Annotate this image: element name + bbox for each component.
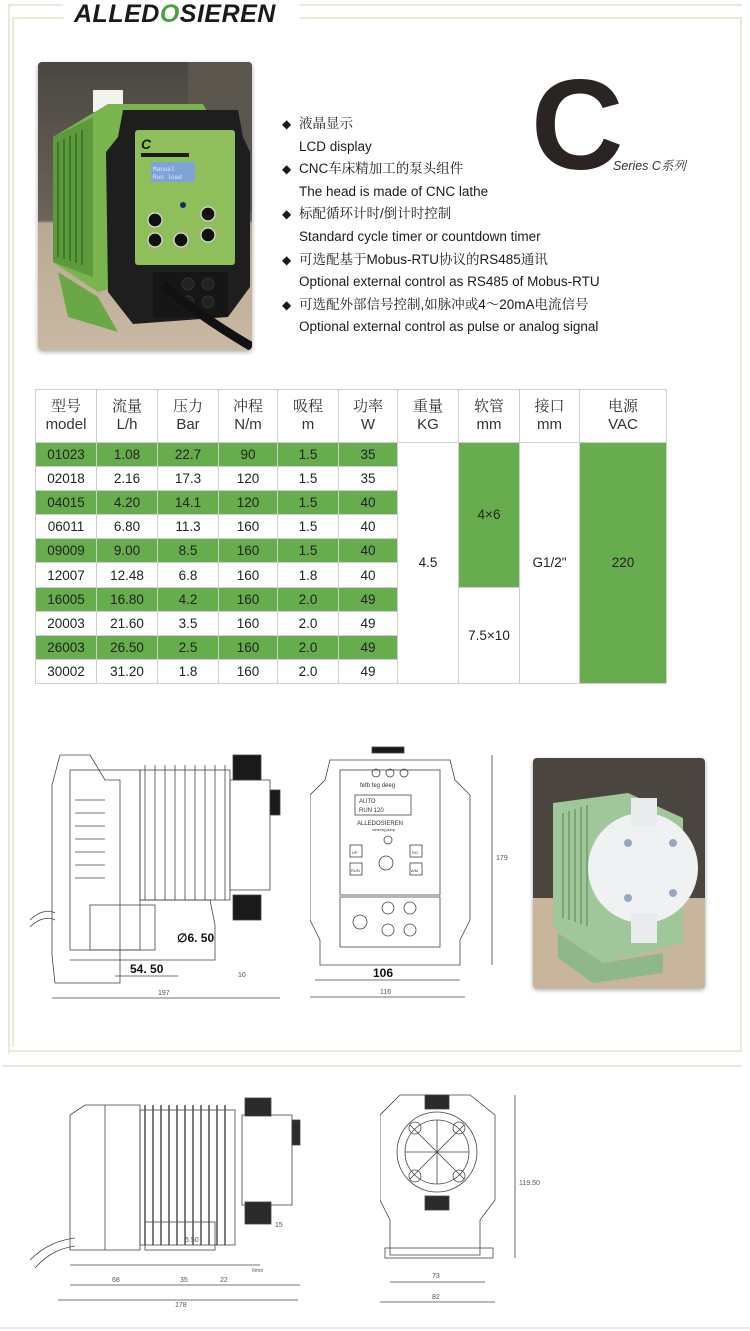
- cell-hose-small: 4×6: [459, 443, 520, 588]
- dim-119-50: 119.50: [519, 1180, 540, 1187]
- dim-15: 15: [275, 1222, 283, 1229]
- feature-zh: 标配循环计时/倒计时控制: [299, 206, 452, 222]
- table-header-row: [36, 390, 667, 443]
- feature-en: LCD display: [299, 138, 372, 154]
- technical-drawing-front-1: [310, 745, 510, 1005]
- brand-prefix: ALLED: [74, 0, 160, 28]
- technical-drawing-front-2: [380, 1090, 540, 1310]
- header-flow: 流量 L/h: [97, 390, 158, 443]
- table-row: 02018 2.16 17.3 120 1.5 35: [36, 467, 667, 491]
- table-row: 26003 26.50 2.5 160 2.0 49: [36, 635, 667, 659]
- cell-port: G1/2": [520, 443, 580, 684]
- feature-item: [282, 203, 600, 248]
- cell-voltage: 220: [580, 443, 667, 684]
- dim-35: 35: [180, 1277, 188, 1284]
- panel-logo-text: C: [141, 136, 152, 152]
- series-letter: C: [531, 54, 620, 197]
- series-label: Series C系列: [613, 159, 686, 173]
- feature-zh: 液晶显示: [299, 116, 353, 131]
- product-photo-side: [533, 758, 705, 988]
- lcd-line-2-drawing: RUN 120: [359, 808, 384, 814]
- frame-left-line-2: [12, 17, 14, 1047]
- header-model: 型号 model: [36, 390, 97, 443]
- header-weight: 重量 KG: [398, 390, 459, 443]
- led-labels: fefb feg deeg: [360, 783, 396, 789]
- header-power-w: 功率 W: [339, 390, 398, 443]
- dim-hole-spacing: 54. 50: [130, 962, 164, 976]
- dim-total-length: 197: [158, 990, 170, 997]
- feature-item: [282, 294, 600, 339]
- frame-top-line-right: [300, 4, 742, 6]
- spec-table: [35, 389, 667, 684]
- feature-en: The head is made of CNC lathe: [299, 183, 489, 199]
- dim-hole-diameter: ∅6. 50: [177, 931, 215, 945]
- feature-zh: CNC车床精加工的泵头组件: [299, 161, 464, 177]
- frame-top-line-left: [8, 4, 63, 6]
- btn-am-label: A/M: [411, 868, 419, 873]
- table-row: 09009 9.00 8.5 160 1.5 40: [36, 539, 667, 563]
- feature-zh: 可选配外部信号控制,如脉冲或4～20mA电流信号: [299, 296, 589, 312]
- feature-item: [282, 158, 600, 203]
- dim-base-height: 10: [238, 972, 246, 979]
- table-row: 16005 16.80 4.2 160 2.0 49 7.5×10: [36, 587, 667, 611]
- pump-front-illustration: [38, 62, 252, 350]
- frame-top-line-left-2: [12, 17, 64, 19]
- table-row: 30002 31.20 1.8 160 2.0 49: [36, 659, 667, 683]
- dim-total-height: 179: [496, 855, 508, 862]
- diamond-bullet-icon: ◆: [282, 207, 292, 222]
- dim-22: 22: [220, 1277, 228, 1284]
- diamond-bullet-icon: ◆: [282, 252, 292, 267]
- cell-weight: 4.5: [398, 443, 459, 684]
- dim-73: 73: [432, 1273, 440, 1280]
- dim-5-50: 5.50: [185, 1237, 199, 1244]
- dim-178: 178: [175, 1302, 187, 1309]
- frame-right-line: [740, 17, 742, 1052]
- feature-list: [282, 113, 600, 339]
- header-suction: 吸程 m: [278, 390, 339, 443]
- table-row: 04015 4.20 14.1 120 1.5 40: [36, 491, 667, 515]
- pump-side-illustration: [533, 758, 705, 988]
- header-stroke: 冲程 N/m: [219, 390, 278, 443]
- brand-drawing: ALLEDOSIEREN: [357, 821, 404, 827]
- header-hose: 软管 mm: [459, 390, 520, 443]
- header-port: 接口 mm: [520, 390, 580, 443]
- brand-suffix: SIEREN: [179, 0, 276, 28]
- btn-do-label: DO: [412, 850, 418, 855]
- header-pressure: 压力 Bar: [158, 390, 219, 443]
- table-row: 01023 1.08 22.7 90 1.5 35 4.5 4×6 G1/2" 220: [36, 443, 667, 467]
- technical-drawing-side-1: [30, 745, 290, 1005]
- feature-en: Optional external control as RS485 of Mobus-RTU: [299, 274, 600, 290]
- feature-zh: 可选配基于Mobus-RTU协议的RS485通讯: [299, 251, 548, 267]
- brand-logo: [66, 0, 284, 29]
- frame-top-line-right-2: [300, 17, 740, 19]
- frame-left-line: [8, 4, 10, 1054]
- header-voltage: 电源 VAC: [580, 390, 667, 443]
- table-row: 12007 12.48 6.8 160 1.8 40: [36, 563, 667, 587]
- frame-bottom-line-2: [2, 1065, 742, 1067]
- product-photo-front: [38, 62, 252, 350]
- brand-o: O: [159, 0, 180, 28]
- diamond-bullet-icon: ◆: [282, 117, 292, 131]
- diamond-bullet-icon: ◆: [282, 297, 292, 312]
- dim-82: 82: [432, 1294, 440, 1301]
- frame-bottom-line: [10, 1050, 740, 1052]
- btn-run-label: RUN: [351, 868, 360, 873]
- lcd-line-1: Manual: [153, 166, 175, 173]
- feature-item: [282, 249, 600, 294]
- feature-en: Standard cycle timer or countdown timer: [299, 228, 541, 244]
- lcd-line-1-drawing: AUTO: [359, 799, 376, 805]
- brand-sub-drawing: metering pump: [372, 828, 396, 832]
- table-row: 06011 6.80 11.3 160 1.5 40: [36, 515, 667, 539]
- cell-hose-large: 7.5×10: [459, 587, 520, 683]
- feature-item: [282, 113, 600, 158]
- frame-bottom-line-3: [0, 1327, 750, 1329]
- table-row: 20003 21.60 3.5 160 2.0 49: [36, 611, 667, 635]
- dim-total-width: 116: [380, 989, 392, 996]
- lcd-line-2: Run load: [153, 174, 182, 181]
- dim-base-width: 106: [373, 966, 394, 980]
- btn-up-label: UP: [352, 850, 358, 855]
- diamond-bullet-icon: ◆: [282, 162, 292, 177]
- feature-en: Optional external control as pulse or analog signal: [299, 319, 599, 335]
- dim-68: 68: [112, 1277, 120, 1284]
- dim-6mm: 6mm: [252, 1268, 264, 1274]
- technical-drawing-side-2: [30, 1090, 310, 1310]
